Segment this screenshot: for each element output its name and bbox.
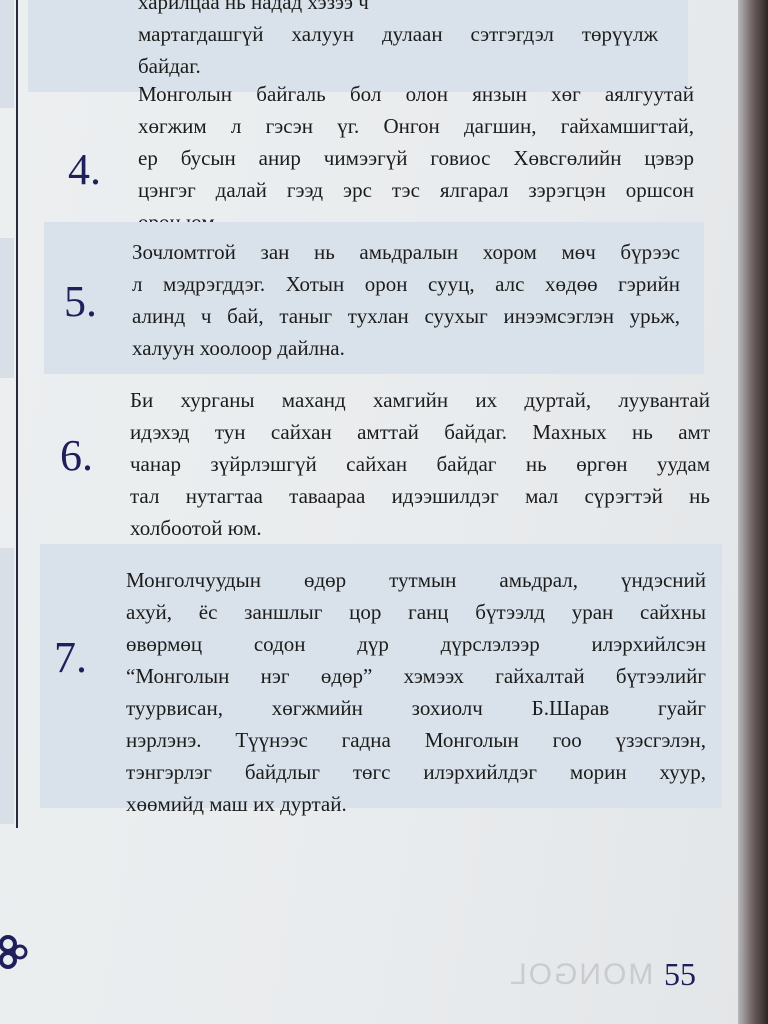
text-line: Монголын байгаль бол олон янзын хөг аялгуутай: [138, 82, 694, 106]
text-line: Би хурганы маханд хамгийн их дуртай, луувантай: [130, 388, 710, 412]
text-line: хөөмийд маш их дуртай.: [126, 792, 347, 816]
paragraph-text: [138, 0, 658, 82]
paragraph-block-7: [40, 544, 722, 816]
text-line: тэнгэрлэг байдлыг төгс илэрхийлдэг морин хуур,: [126, 760, 706, 784]
text-line: харилцаа нь надад хэзээ ч: [138, 0, 369, 14]
paragraph-text: [126, 564, 706, 820]
paragraph-text: [138, 78, 694, 238]
text-line: мартагдашгүй халуун дулаан сэтгэгдэл төрүүлж: [138, 22, 658, 46]
text-line: Зочломтгой зан нь амьдралын хором мөч бүрээс: [132, 240, 680, 264]
text-line: халуун хоолоор дайлна.: [132, 336, 345, 360]
paragraph-text: [132, 236, 680, 364]
text-line: холбоотой юм.: [130, 516, 262, 540]
margin-rule: [16, 0, 18, 828]
text-line: хөгжим л гэсэн үг. Онгон дагшин, гайхамшигтай,: [138, 114, 694, 138]
text-line: өвөрмөц содон дүр дүрслэлээр илэрхийлсэн: [126, 632, 706, 656]
ornament-icon: [0, 930, 28, 974]
text-line: Монголчуудын өдөр тутмын амьдрал, үндэсний: [126, 568, 706, 592]
paragraph-block-5: [44, 222, 704, 374]
text-line: алинд ч бай, таныг тухлан суухыг инээмсэглэн урьж,: [132, 304, 680, 328]
page-number: 55: [664, 956, 696, 992]
page-edge-shadow: [738, 0, 768, 1024]
paragraph-block-4: [28, 82, 708, 222]
text-line: ер бусын анир чимээгүй говиос Хөвсгөлийн цэвэр: [138, 146, 694, 170]
text-line: байдаг.: [138, 54, 201, 78]
text-line: “Монголын нэг өдөр” хэмээх гайхалтай бүтээлийг: [126, 664, 706, 688]
text-line: л мэдрэгддэг. Хотын орон сууц, алс хөдөө гэрийн: [132, 272, 680, 296]
text-line: тал нутагтаа таваараа идээшилдэг мал сүрэгтэй нь: [130, 484, 710, 508]
text-line: цэнгэг далай гээд эрс тэс ялгарал зэрэгцэн оршсон: [138, 178, 694, 202]
text-line: идэхэд тун сайхан амттай байдаг. Махных нь амт: [130, 420, 710, 444]
paragraph-number: 5.: [64, 277, 97, 326]
mirrored-watermark: MONGOL: [508, 958, 654, 991]
paragraph-block-6: [28, 374, 718, 544]
left-margin-band: [0, 548, 14, 824]
left-margin-band: [0, 238, 14, 378]
paragraph-text: [130, 384, 710, 544]
text-line: ахуй, ёс заншлыг цор ганц бүтээлд уран сайхны: [126, 600, 706, 624]
text-line: чанар зүйрлэшгүй сайхан байдаг нь өргөн уудам: [130, 452, 710, 476]
paragraph-number: 6.: [60, 431, 93, 480]
text-line: туурвисан, хөгжмийн зохиолч Б.Шарав гуайг: [126, 696, 706, 720]
left-margin-band: [0, 0, 14, 108]
paragraph-number: 7.: [54, 633, 87, 682]
text-line: нэрлэнэ. Түүнээс гадна Монголын гоо үзэсгэлэн,: [126, 728, 706, 752]
paragraph-number: 4.: [68, 145, 101, 194]
